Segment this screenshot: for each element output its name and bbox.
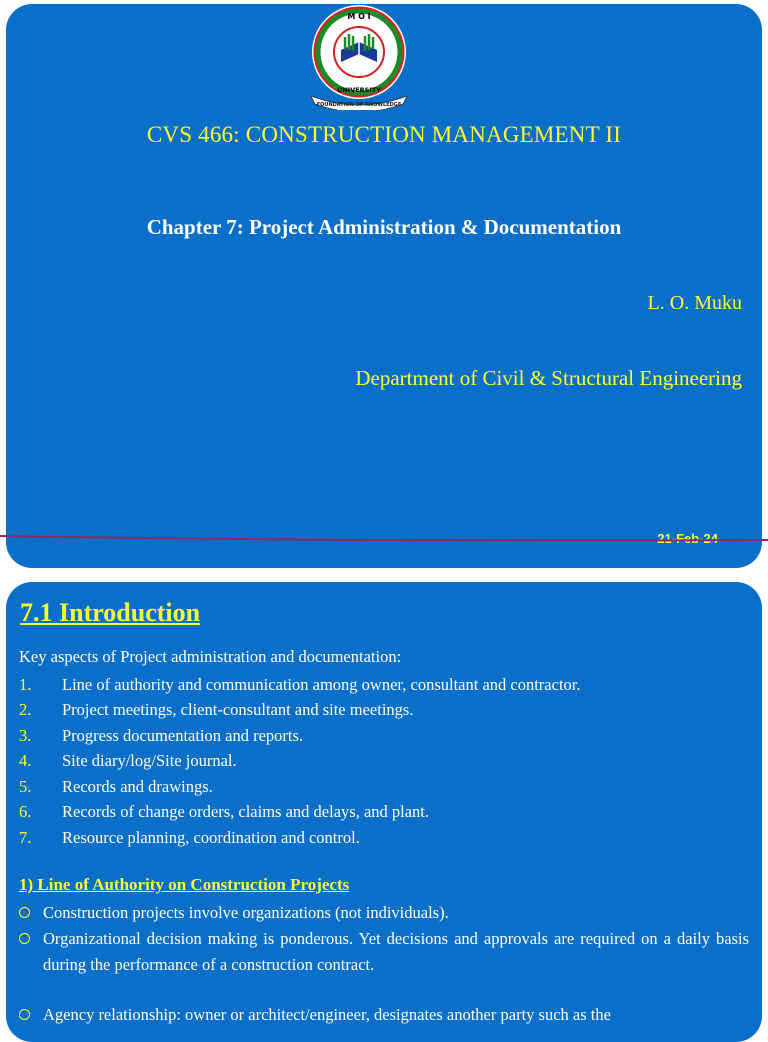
circle-bullet-icon: [19, 1009, 30, 1020]
list-item: [19, 774, 581, 800]
list-text: Line of authority and communication among owner, consultant and contractor.: [62, 674, 581, 694]
moi-university-logo: [301, 4, 417, 110]
introduction-slide: [6, 582, 762, 1042]
list-item: [19, 800, 581, 826]
list-text: Records of change orders, claims and delays, and plant.: [62, 802, 430, 822]
list-item: [19, 672, 581, 698]
list-number: 2.: [19, 700, 32, 720]
list-text: Site diary/log/Site journal.: [62, 751, 237, 771]
chapter-title: Chapter 7: Project Administration & Documentation: [146, 215, 622, 239]
list-number: 6.: [19, 802, 32, 822]
list-number: 1.: [19, 674, 32, 694]
circle-bullet-icon: [19, 907, 30, 918]
slide-date: 21-Feb-24: [657, 531, 718, 546]
course-title: CVS 466: CONSTRUCTION MANAGEMENT II: [146, 122, 622, 147]
bullet-item: [19, 1002, 749, 1028]
bullet-text: Construction projects involve organizations (not individuals).: [43, 903, 449, 922]
bullet-text: Agency relationship: owner or architect/engineer, designates another party such as the: [43, 1005, 611, 1024]
circle-bullet-icon: [19, 933, 30, 944]
logo-banner-text: FOUNDATION OF KNOWLEDGE: [316, 102, 402, 108]
aspects-list: [19, 672, 581, 851]
list-item: [19, 825, 581, 851]
logo-side-text: UNIVERSITY: [337, 86, 381, 94]
intro-text: Key aspects of Project administration and documentation:: [19, 647, 402, 666]
list-text: Project meetings, client-consultant and site meetings.: [62, 700, 414, 720]
department-name: Department of Civil & Structural Engineering: [355, 366, 742, 390]
list-text: Resource planning, coordination and control.: [62, 827, 360, 847]
title-slide: [6, 4, 762, 568]
list-number: 3.: [19, 725, 32, 745]
list-number: 4.: [19, 751, 32, 771]
section-heading: 1) Line of Authority on Construction Projects: [19, 875, 350, 894]
bullet-text: Organizational decision making is ponderous. Yet decisions and approvals are required on a daily basis during the performance of a construction contract.: [43, 929, 749, 974]
list-item: [19, 723, 581, 749]
logo-top-text: M O I: [347, 12, 371, 21]
list-item: [19, 698, 581, 724]
slide-title: 7.1 Introduction: [20, 598, 201, 627]
author-name: L. O. Muku: [647, 292, 742, 314]
bullet-item: [19, 926, 749, 978]
bullet-list: [19, 900, 749, 1028]
list-text: Records and drawings.: [62, 776, 213, 796]
bullet-item: [19, 900, 749, 926]
list-text: Progress documentation and reports.: [62, 725, 304, 745]
list-number: 7.: [19, 827, 32, 847]
list-item: [19, 749, 581, 775]
list-number: 5.: [19, 776, 32, 796]
